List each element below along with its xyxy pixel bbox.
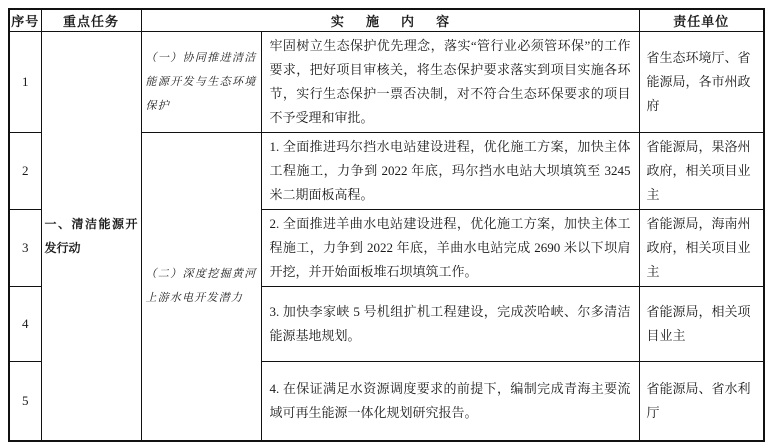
unit-cell: 省能源局，海南州政府，相关项目业主 [639,209,764,286]
header-task: 重点任务 [41,9,141,31]
action-plan-table [8,8,763,420]
header-no: 序号 [9,9,41,31]
header-row [9,9,764,31]
header-unit: 责任单位 [639,9,764,31]
table-row [9,31,764,132]
row-number: 2 [9,132,41,209]
content-cell: 1. 全面推进玛尔挡水电站建设进程，优化施工方案，加快主体工程施工，力争到 2022 年底，玛尔挡水电站大坝填筑至 3245 米二期面板高程。 [261,132,639,209]
subtask-cell-2: （二）深度挖掘黄河上游水电开发潜力 [141,132,261,441]
content-cell: 2. 全面推进羊曲水电站建设进程，优化施工方案，加快主体工程施工，力争到 2022 年底，羊曲水电站完成 2690 米以下坝肩开挖，并开始面板堆石坝填筑工作。 [261,209,639,286]
task-table [8,8,765,442]
unit-cell: 省能源局，果洛州政府，相关项目业主 [639,132,764,209]
task-group-cell: 一、清洁能源开发行动 [41,31,141,441]
header-content: 实施内容 [141,9,639,31]
unit-cell: 省能源局、省水利厅 [639,361,764,441]
unit-cell: 省能源局，相关项目业主 [639,286,764,361]
content-cell: 3. 加快李家峡 5 号机组扩机工程建设，完成茨哈峡、尔多清洁能源基地规划。 [261,286,639,361]
row-number: 5 [9,361,41,441]
content-cell: 4. 在保证满足水资源调度要求的前提下，编制完成青海主要流域可再生能源一体化规划研究报告。 [261,361,639,441]
content-cell: 牢固树立生态保护优先理念，落实“管行业必须管环保”的工作要求，把好项目审核关，将生态保护要求落实到项目实施各环节，实行生态保护一票否决制，对不符合生态环保要求的项目不予受理和审批。 [261,31,639,132]
unit-cell: 省生态环境厅、省能源局，各市州政府 [639,31,764,132]
subtask-cell-1: （一）协同推进清洁能源开发与生态环境保护 [141,31,261,132]
row-number: 4 [9,286,41,361]
row-number: 1 [9,31,41,132]
row-number: 3 [9,209,41,286]
